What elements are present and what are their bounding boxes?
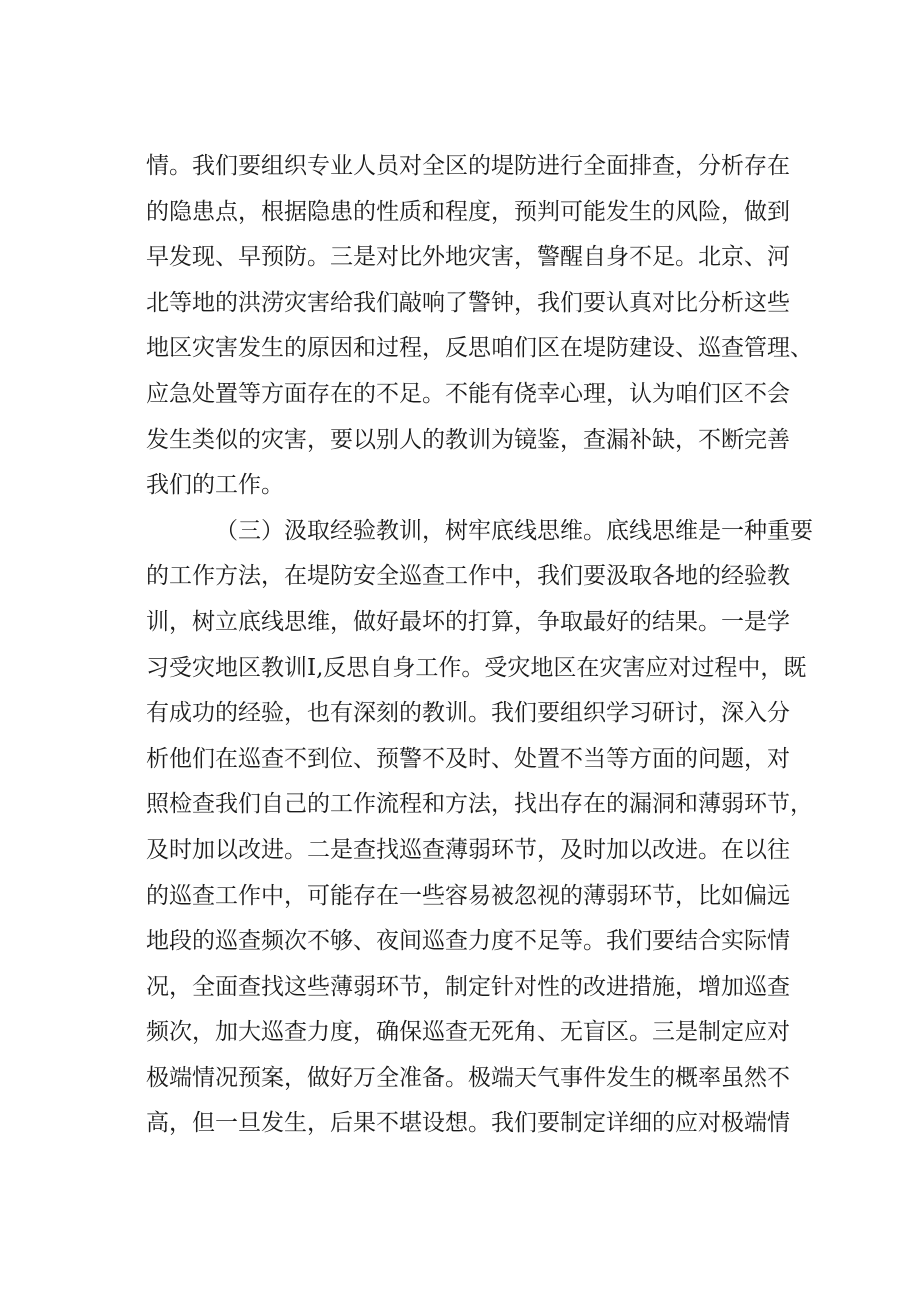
text-line: 高，但一旦发生，后果不堪设想。我们要制定详细的应对极端情 xyxy=(146,1110,790,1137)
text-line: 发生类似的灾害，要以别人的教训为镜鉴，查漏补缺，不断完善 xyxy=(146,426,790,453)
text-line: 地段的巡查频次不够、夜间巡查力度不足等。我们要结合实际情 xyxy=(146,928,790,955)
text-line: 及时加以改进。二是查找巡查薄弱环节，及时加以改进。在以往 xyxy=(146,836,790,863)
text-line: 析他们在巡查不到位、预警不及时、处置不当等方面的问题，对 xyxy=(146,745,790,772)
text-line: 极端情况预案，做好万全准备。极端天气事件发生的概率虽然不 xyxy=(146,1064,790,1091)
text-line: 频次，加大巡查力度，确保巡查无死角、无盲区。三是制定应对 xyxy=(146,1019,790,1046)
text-line: 早发现、早预防。三是对比外地灾害，警醒自身不足。北京、河 xyxy=(146,244,790,271)
text-line: 照检查我们自己的工作流程和方法，找出存在的漏洞和薄弱环节， xyxy=(146,791,813,818)
text-line: 的隐患点，根据隐患的性质和程度，预判可能发生的风险，做到 xyxy=(146,198,790,225)
text-line: 我们的工作。 xyxy=(146,472,284,499)
text-line: 的工作方法，在堤防安全巡查工作中，我们要汲取各地的经验教 xyxy=(146,563,790,590)
text-line: 训，树立底线思维，做好最坏的打算，争取最好的结果。一是学 xyxy=(146,608,790,635)
text-line: 有成功的经验，也有深刻的教训。我们要组织学习研讨，深入分 xyxy=(146,700,790,727)
section-heading-line: （三）汲取经验教训，树牢底线思维。底线思维是一种重要 xyxy=(215,517,813,544)
body-text xyxy=(146,144,813,1147)
text-line: 北等地的洪涝灾害给我们敲响了警钟，我们要认真对比分析这些 xyxy=(146,289,790,316)
text-line: 习受灾地区教训I,反思自身工作。受灾地区在灾害应对过程中，既 xyxy=(146,654,807,681)
text-line: 况，全面查找这些薄弱环节，制定针对性的改进措施，增加巡查 xyxy=(146,973,790,1000)
text-line: 的巡查工作中，可能存在一些容易被忽视的薄弱环节，比如偏远 xyxy=(146,882,790,909)
text-line: 情。我们要组织专业人员对全区的堤防进行全面排查，分析存在 xyxy=(146,153,790,179)
text-line: 应急处置等方面存在的不足。不能有侥幸心理，认为咱们区不会 xyxy=(146,380,790,407)
text-line: 地区灾害发生的原因和过程，反思咱们区在堤防建设、巡查管理、 xyxy=(146,335,813,362)
